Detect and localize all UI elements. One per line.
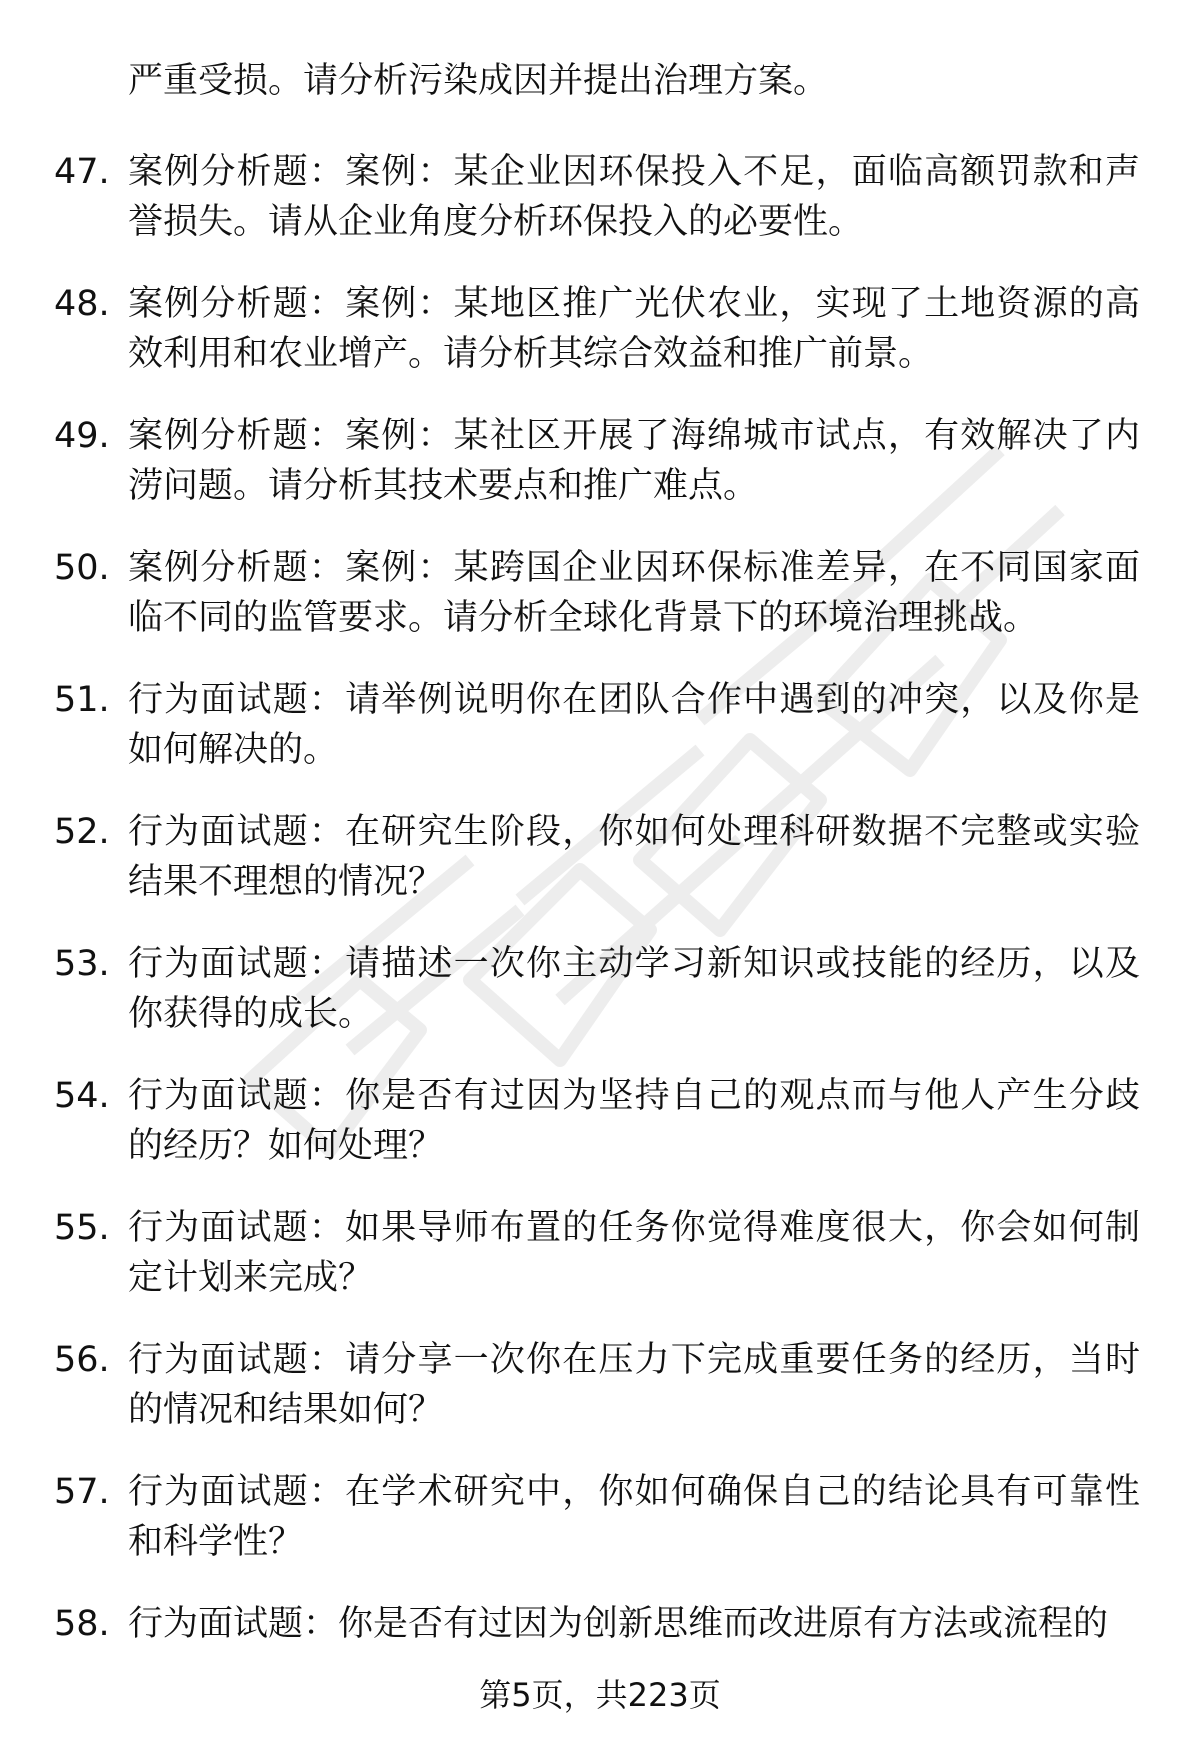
question-number: 49. <box>54 416 110 456</box>
question-number: 50. <box>54 548 110 588</box>
page-footer: 第5页，共223页 <box>479 1676 721 1714</box>
question-number: 51. <box>54 680 110 720</box>
question-text: 行为面试题：在研究生阶段，你如何处理科研数据不完整或实验结果不理想的情况？ <box>128 812 1140 902</box>
continuation-text: 严重受损。请分析污染成因并提出治理方案。 <box>128 61 829 101</box>
question-text: 案例分析题：案例：某企业因环保投入不足，面临高额罚款和声誉损失。请从企业角度分析环保投入的必要性。 <box>128 152 1140 242</box>
question-text: 行为面试题：请举例说明你在团队合作中遇到的冲突，以及你是如何解决的。 <box>128 680 1140 770</box>
question-text: 行为面试题：你是否有过因为坚持自己的观点而与他人产生分歧的经历？如何处理？ <box>128 1076 1140 1166</box>
question-number: 58. <box>54 1604 110 1644</box>
question-item <box>0 1071 1200 1203</box>
question-number: 56. <box>54 1340 110 1380</box>
question-number: 54. <box>54 1076 110 1116</box>
question-number: 48. <box>54 284 110 324</box>
question-text: 行为面试题：如果导师布置的任务你觉得难度很大，你会如何制定计划来完成？ <box>128 1208 1140 1298</box>
question-item <box>0 1335 1200 1467</box>
question-text: 案例分析题：案例：某地区推广光伏农业，实现了土地资源的高效利用和农业增产。请分析其综合效益和推广前景。 <box>128 284 1140 374</box>
question-item <box>0 279 1200 411</box>
question-list <box>0 147 1200 1731</box>
question-number: 53. <box>54 944 110 984</box>
question-item <box>0 1467 1200 1599</box>
question-number: 55. <box>54 1208 110 1248</box>
question-item <box>0 147 1200 279</box>
question-item <box>0 1203 1200 1335</box>
question-text: 案例分析题：案例：某社区开展了海绵城市试点，有效解决了内涝问题。请分析其技术要点和推广难点。 <box>128 416 1140 506</box>
question-number: 47. <box>54 152 110 192</box>
question-text: 行为面试题：请分享一次你在压力下完成重要任务的经历，当时的情况和结果如何？ <box>128 1340 1140 1430</box>
question-item <box>0 807 1200 939</box>
question-number: 57. <box>54 1472 110 1512</box>
question-text: 行为面试题：在学术研究中，你如何确保自己的结论具有可靠性和科学性？ <box>128 1472 1140 1562</box>
question-item <box>0 939 1200 1071</box>
question-text: 行为面试题：请描述一次你主动学习新知识或技能的经历，以及你获得的成长。 <box>128 944 1140 1034</box>
question-item <box>0 411 1200 543</box>
question-item <box>0 543 1200 675</box>
question-number: 52. <box>54 812 110 852</box>
question-item <box>0 675 1200 807</box>
question-text: 案例分析题：案例：某跨国企业因环保标准差异，在不同国家面临不同的监管要求。请分析全球化背景下的环境治理挑战。 <box>128 548 1140 638</box>
question-text: 行为面试题：你是否有过因为创新思维而改进原有方法或流程的 <box>128 1604 1109 1644</box>
